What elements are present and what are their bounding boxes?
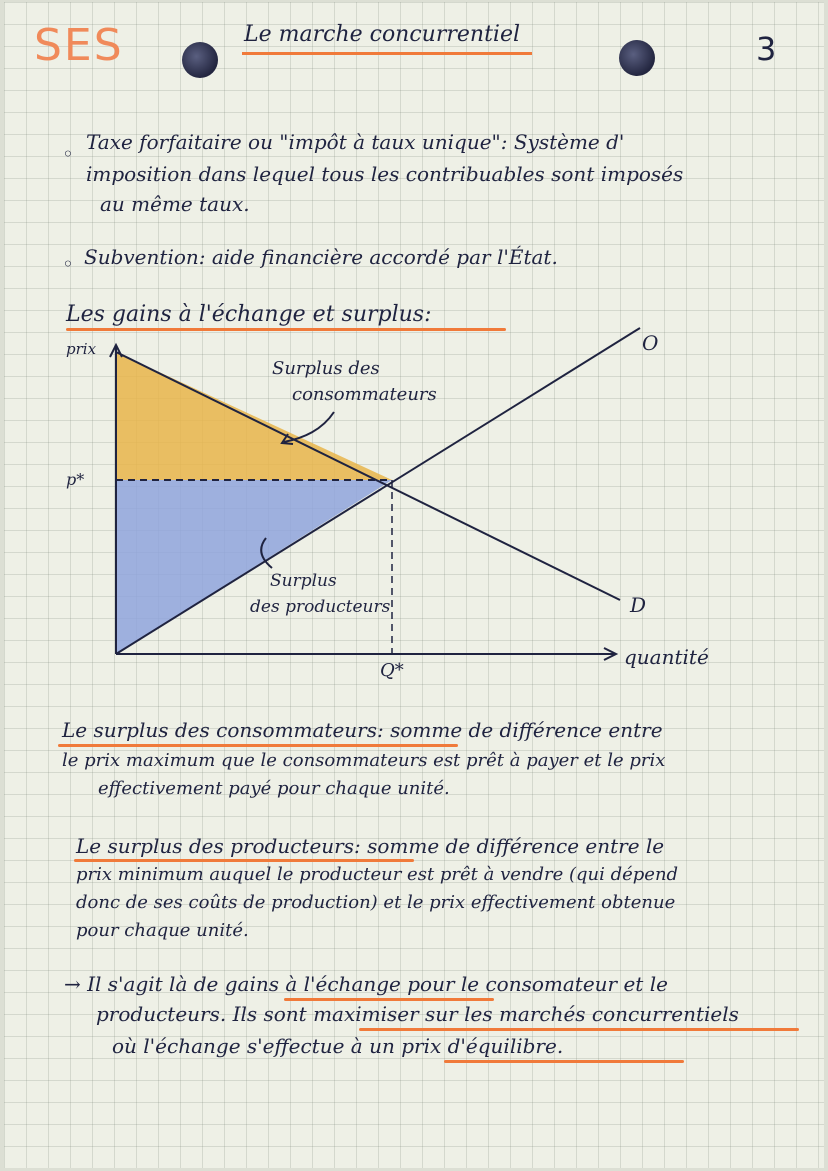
term-underline [74,859,414,862]
producer-surplus-label: Surplus [270,571,337,591]
definition-line: donc de ses coûts de production) et le prix effectivement obtenue [76,892,676,913]
consumer-surplus-label: consommateurs [292,384,437,405]
equilibrium-underline [444,1060,684,1063]
conclusion-line: → Il s'agit là de gains à l'échange pour le consomateur et le [64,972,668,996]
definition-line: au même taux. [100,192,250,216]
definition-line: effectivement payé pour chaque unité. [98,778,450,799]
consumer-surplus-definition: Le surplus des consommateurs: somme de différence entre [62,718,663,742]
x-axis-label: quantité [624,645,709,669]
surplus-chart [4,2,824,702]
demand-label: D [630,593,647,617]
definition-line: Taxe forfaitaire ou "impôt à taux unique": Système d' [86,130,625,154]
gains-underline [284,998,494,1001]
page-number: 3 [756,30,777,68]
definition-line: le prix maximum que le consommateurs est prêt à payer et le prix [62,750,666,771]
bullet-icon: ◦ [62,252,74,276]
notebook-page [4,2,824,1168]
definition-line: Subvention: aide financière accordé par l'État. [84,245,558,269]
consumer-surplus-label: Surplus des [272,358,380,379]
bullet-icon: ◦ [62,142,74,166]
y-axis-label: prix [66,340,97,358]
term-underline [58,744,458,747]
equilibrium-quantity-label: Q* [380,660,404,681]
definition-line: imposition dans lequel tous les contribuables sont imposés [86,162,684,186]
conclusion-line: où l'échange s'effectue à un prix d'équilibre. [112,1034,564,1058]
supply-label: O [642,331,659,355]
definition-line: pour chaque unité. [76,920,249,941]
maximiser-underline [359,1028,799,1031]
page-title: Le marche concurrentiel [244,22,520,47]
conclusion-line: producteurs. Ils sont maximiser sur les marchés concurrentiels [96,1002,739,1026]
producer-surplus-definition: Le surplus des producteurs: somme de différence entre le [76,834,665,858]
subject-heading: SES [34,20,124,71]
definition-line: prix minimum auquel le producteur est prêt à vendre (qui dépend [76,864,679,885]
equilibrium-price-label: p* [66,470,85,489]
section-title: Les gains à l'échange et surplus: [66,302,432,327]
producer-surplus-label: des producteurs [250,597,391,617]
